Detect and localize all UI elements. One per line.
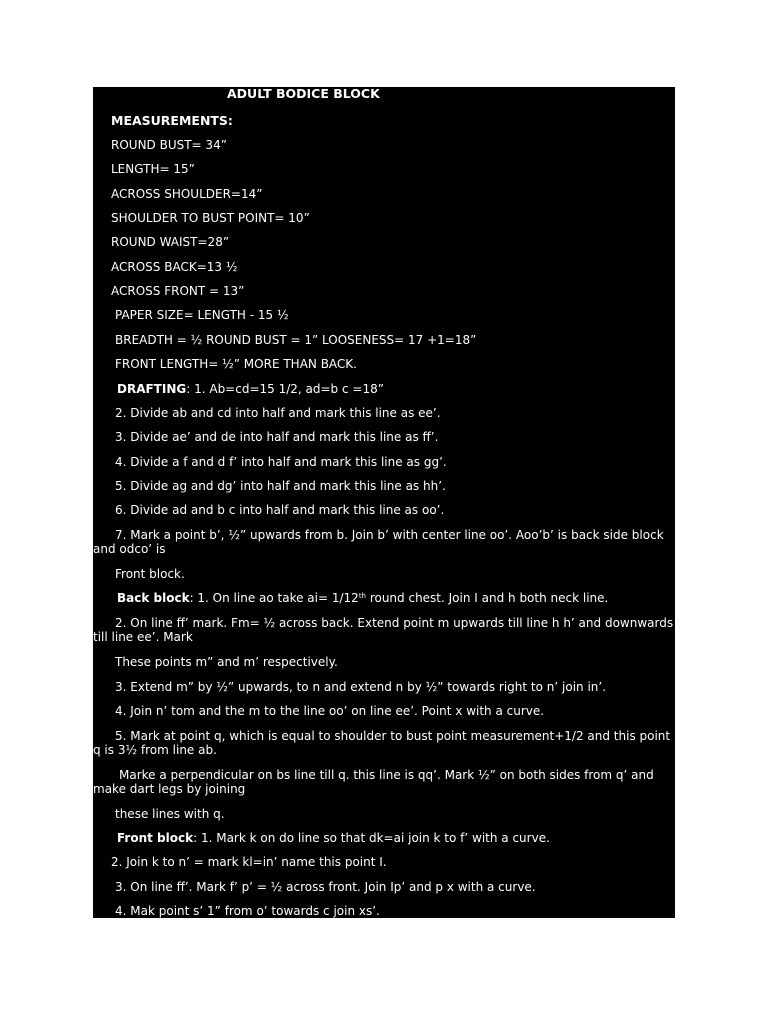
document-title: ADULT BODICE BLOCK [227, 87, 380, 101]
front-block-step-1-text: : 1. Mark k on do line so that dk=ai join k to f’ with a curve. [193, 831, 550, 845]
back-block-step-3: 3. Extend m” by ½” upwards, to n and extend n by ½” towards right to n’ join in’. [115, 680, 607, 694]
measurement-across-shoulder: ACROSS SHOULDER=14” [111, 187, 263, 201]
back-block-label: Back block [117, 591, 190, 605]
drafting-step-2: 2. Divide ab and cd into half and mark this line as ee’. [115, 406, 441, 420]
back-block-step-5-continued: Marke a perpendicular on bs line till q. this line is qq’. Mark ½” on both sides from q’ and make dart legs by joining [93, 768, 654, 796]
drafting-step-1-text: : 1. Ab=cd=15 1/2, ad=b c =18” [186, 382, 384, 396]
back-block-step-1-superscript: th [358, 592, 366, 600]
drafting-step-5: 5. Divide ag and dg’ into half and mark this line as hh’. [115, 479, 446, 493]
measurement-round-waist: ROUND WAIST=28” [111, 235, 230, 249]
back-block-step-1-text: : 1. On line ao take ai= 1/12 [189, 591, 359, 605]
drafting-step-3: 3. Divide ae’ and de into half and mark this line as ff’. [115, 430, 439, 444]
front-block-step-4: 4. Mak point s’ 1” from o’ towards c join xs’. [115, 904, 380, 918]
measurement-across-back: ACROSS BACK=13 ½ [111, 260, 238, 274]
back-block-step-2-continued: These points m” and m’ respectively. [115, 655, 338, 669]
drafting-step-7-continued: Front block. [115, 567, 185, 581]
measurements-heading: MEASUREMENTS: [111, 113, 233, 128]
drafting-label: DRAFTING [117, 382, 187, 396]
front-block-step-3: 3. On line ff’. Mark f’ p’ = ½ across front. Join Ip’ and p x with a curve. [115, 880, 536, 894]
back-block-step-2: 2. On line ff’ mark. Fm= ½ across back. Extend point m upwards till line h h’ and downwards till line ee’. Mark [93, 616, 674, 644]
measurement-length: LENGTH= 15” [111, 162, 195, 176]
front-block-step-2: 2. Join k to n’ = mark kl=in’ name this point I. [111, 855, 387, 869]
breadth: BREADTH = ½ ROUND BUST = 1” LOOSENESS= 17 +1=18” [115, 333, 477, 347]
front-block-step-1 [117, 831, 550, 845]
measurement-shoulder-to-bust: SHOULDER TO BUST POINT= 10” [111, 211, 310, 225]
paper-size: PAPER SIZE= LENGTH - 15 ½ [115, 308, 289, 322]
back-block-step-1 [117, 591, 608, 605]
measurement-round-bust: ROUND BUST= 34” [111, 138, 227, 152]
back-block-step-1-text-end: round chest. Join I and h both neck line. [366, 591, 609, 605]
back-block-step-5-end: these lines with q. [115, 807, 225, 821]
drafting-step-7: 7. Mark a point b’, ½” upwards from b. Join b’ with center line oo’. Aoo’b’ is back side block and odco’ is [93, 528, 664, 556]
back-block-step-5: 5. Mark at point q, which is equal to shoulder to bust point measurement+1/2 and this point q is 3½ from line ab. [93, 729, 671, 757]
measurement-across-front: ACROSS FRONT = 13” [111, 284, 245, 298]
drafting-step-6: 6. Divide ad and b c into half and mark this line as oo’. [115, 503, 445, 517]
drafting-step-1 [117, 382, 384, 396]
front-block-label: Front block [117, 831, 194, 845]
document-panel [93, 87, 675, 918]
drafting-step-4: 4. Divide a f and d f’ into half and mark this line as gg’. [115, 455, 447, 469]
back-block-step-4: 4. Join n’ tom and the m to the line oo’ on line ee’. Point x with a curve. [115, 704, 545, 718]
front-length: FRONT LENGTH= ½” MORE THAN BACK. [115, 357, 357, 371]
